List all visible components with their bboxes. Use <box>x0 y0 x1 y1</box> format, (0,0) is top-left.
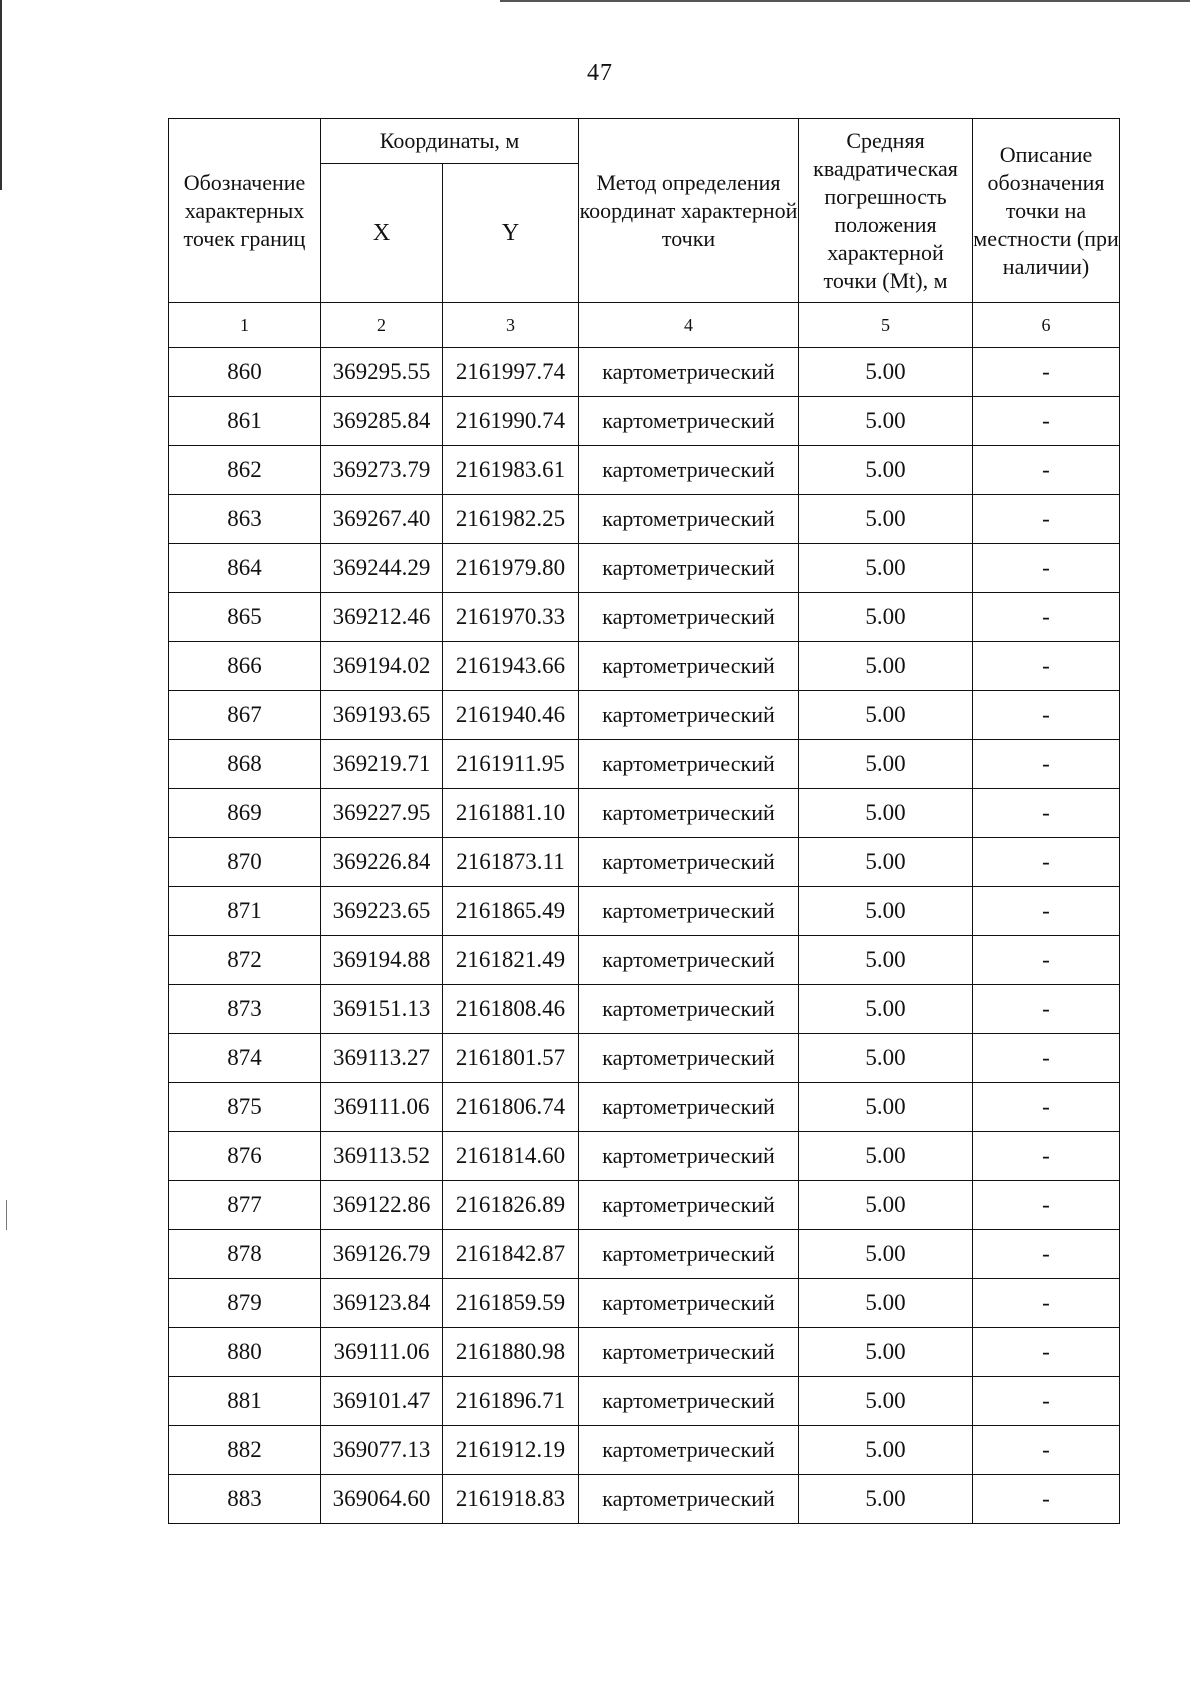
error-cell: 5.00 <box>799 1328 973 1377</box>
point-cell: 866 <box>169 642 321 691</box>
error-cell: 5.00 <box>799 789 973 838</box>
description-cell: - <box>973 1279 1120 1328</box>
description-cell: - <box>973 789 1120 838</box>
x-coordinate-cell: 369219.71 <box>321 740 443 789</box>
table-row <box>169 691 1120 740</box>
description-cell: - <box>973 1181 1120 1230</box>
error-cell: 5.00 <box>799 936 973 985</box>
y-coordinate-cell: 2161826.89 <box>443 1181 579 1230</box>
y-coordinate-cell: 2161881.10 <box>443 789 579 838</box>
error-cell: 5.00 <box>799 642 973 691</box>
description-cell: - <box>973 1328 1120 1377</box>
table-row <box>169 1475 1120 1524</box>
y-coordinate-cell: 2161990.74 <box>443 397 579 446</box>
method-cell: картометрический <box>579 1083 799 1132</box>
description-cell: - <box>973 1377 1120 1426</box>
x-coordinate-cell: 369273.79 <box>321 446 443 495</box>
point-cell: 876 <box>169 1132 321 1181</box>
table-row <box>169 1377 1120 1426</box>
table-header <box>169 119 1120 348</box>
description-cell: - <box>973 495 1120 544</box>
x-coordinate-cell: 369111.06 <box>321 1083 443 1132</box>
description-cell: - <box>973 397 1120 446</box>
column-number: 3 <box>443 303 579 348</box>
point-cell: 860 <box>169 348 321 397</box>
y-coordinate-cell: 2161982.25 <box>443 495 579 544</box>
point-cell: 865 <box>169 593 321 642</box>
method-cell: картометрический <box>579 1181 799 1230</box>
table-row <box>169 1279 1120 1328</box>
method-cell: картометрический <box>579 887 799 936</box>
description-cell: - <box>973 740 1120 789</box>
error-cell: 5.00 <box>799 740 973 789</box>
column-number: 6 <box>973 303 1120 348</box>
x-coordinate-cell: 369212.46 <box>321 593 443 642</box>
point-cell: 882 <box>169 1426 321 1475</box>
x-coordinate-cell: 369223.65 <box>321 887 443 936</box>
method-cell: картометрический <box>579 740 799 789</box>
page-number-container <box>0 60 1200 87</box>
x-coordinate-cell: 369151.13 <box>321 985 443 1034</box>
description-cell: - <box>973 691 1120 740</box>
method-cell: картометрический <box>579 495 799 544</box>
table-row <box>169 985 1120 1034</box>
error-cell: 5.00 <box>799 1083 973 1132</box>
scan-top-edge-line <box>500 0 1190 2</box>
x-coordinate-cell: 369101.47 <box>321 1377 443 1426</box>
y-coordinate-cell: 2161859.59 <box>443 1279 579 1328</box>
description-cell: - <box>973 544 1120 593</box>
error-cell: 5.00 <box>799 887 973 936</box>
x-coordinate-cell: 369285.84 <box>321 397 443 446</box>
y-coordinate-cell: 2161918.83 <box>443 1475 579 1524</box>
method-cell: картометрический <box>579 691 799 740</box>
x-coordinate-cell: 369113.27 <box>321 1034 443 1083</box>
x-coordinate-cell: 369194.02 <box>321 642 443 691</box>
point-cell: 875 <box>169 1083 321 1132</box>
y-coordinate-cell: 2161911.95 <box>443 740 579 789</box>
table-body <box>169 348 1120 1524</box>
y-coordinate-cell: 2161814.60 <box>443 1132 579 1181</box>
table-row <box>169 642 1120 691</box>
error-cell: 5.00 <box>799 1230 973 1279</box>
table-row <box>169 838 1120 887</box>
error-cell: 5.00 <box>799 1475 973 1524</box>
point-cell: 868 <box>169 740 321 789</box>
error-cell: 5.00 <box>799 985 973 1034</box>
header-point: Обозначение характерных точек границ <box>169 119 321 303</box>
y-coordinate-cell: 2161842.87 <box>443 1230 579 1279</box>
method-cell: картометрический <box>579 1034 799 1083</box>
header-coordinates: Координаты, м <box>321 119 579 164</box>
y-coordinate-cell: 2161821.49 <box>443 936 579 985</box>
header-description: Описание обозначения точки на местности (при наличии) <box>973 119 1120 303</box>
point-cell: 863 <box>169 495 321 544</box>
description-cell: - <box>973 446 1120 495</box>
method-cell: картометрический <box>579 1230 799 1279</box>
table-row <box>169 887 1120 936</box>
x-coordinate-cell: 369113.52 <box>321 1132 443 1181</box>
table-row <box>169 397 1120 446</box>
coordinates-table <box>168 118 1120 1524</box>
error-cell: 5.00 <box>799 1034 973 1083</box>
y-coordinate-cell: 2161873.11 <box>443 838 579 887</box>
error-cell: 5.00 <box>799 1377 973 1426</box>
point-cell: 867 <box>169 691 321 740</box>
description-cell: - <box>973 642 1120 691</box>
point-cell: 873 <box>169 985 321 1034</box>
method-cell: картометрический <box>579 593 799 642</box>
x-coordinate-cell: 369227.95 <box>321 789 443 838</box>
method-cell: картометрический <box>579 789 799 838</box>
description-cell: - <box>973 1083 1120 1132</box>
scan-left-edge-line <box>0 0 2 190</box>
point-cell: 871 <box>169 887 321 936</box>
y-coordinate-cell: 2161806.74 <box>443 1083 579 1132</box>
description-cell: - <box>973 1034 1120 1083</box>
error-cell: 5.00 <box>799 838 973 887</box>
y-coordinate-cell: 2161865.49 <box>443 887 579 936</box>
table-row <box>169 544 1120 593</box>
description-cell: - <box>973 1132 1120 1181</box>
y-coordinate-cell: 2161943.66 <box>443 642 579 691</box>
point-cell: 870 <box>169 838 321 887</box>
description-cell: - <box>973 348 1120 397</box>
y-coordinate-cell: 2161979.80 <box>443 544 579 593</box>
column-number: 4 <box>579 303 799 348</box>
method-cell: картометрический <box>579 1328 799 1377</box>
point-cell: 878 <box>169 1230 321 1279</box>
error-cell: 5.00 <box>799 446 973 495</box>
table-row <box>169 1230 1120 1279</box>
column-number: 1 <box>169 303 321 348</box>
point-cell: 862 <box>169 446 321 495</box>
header-error: Средняя квадратическая погрешность положения характерной точки (Mt), м <box>799 119 973 303</box>
column-numbers-row <box>169 303 1120 348</box>
method-cell: картометрический <box>579 1377 799 1426</box>
method-cell: картометрический <box>579 544 799 593</box>
table-row <box>169 1034 1120 1083</box>
description-cell: - <box>973 887 1120 936</box>
table-row <box>169 446 1120 495</box>
error-cell: 5.00 <box>799 593 973 642</box>
x-coordinate-cell: 369193.65 <box>321 691 443 740</box>
y-coordinate-cell: 2161912.19 <box>443 1426 579 1475</box>
y-coordinate-cell: 2161997.74 <box>443 348 579 397</box>
point-cell: 864 <box>169 544 321 593</box>
y-coordinate-cell: 2161896.71 <box>443 1377 579 1426</box>
error-cell: 5.00 <box>799 1132 973 1181</box>
x-coordinate-cell: 369267.40 <box>321 495 443 544</box>
table-row <box>169 740 1120 789</box>
x-coordinate-cell: 369064.60 <box>321 1475 443 1524</box>
error-cell: 5.00 <box>799 397 973 446</box>
method-cell: картометрический <box>579 985 799 1034</box>
header-x: X <box>321 164 443 303</box>
description-cell: - <box>973 1426 1120 1475</box>
x-coordinate-cell: 369077.13 <box>321 1426 443 1475</box>
point-cell: 861 <box>169 397 321 446</box>
x-coordinate-cell: 369226.84 <box>321 838 443 887</box>
header-y: Y <box>443 164 579 303</box>
y-coordinate-cell: 2161880.98 <box>443 1328 579 1377</box>
point-cell: 869 <box>169 789 321 838</box>
y-coordinate-cell: 2161808.46 <box>443 985 579 1034</box>
x-coordinate-cell: 369295.55 <box>321 348 443 397</box>
x-coordinate-cell: 369111.06 <box>321 1328 443 1377</box>
point-cell: 883 <box>169 1475 321 1524</box>
error-cell: 5.00 <box>799 1426 973 1475</box>
table-row <box>169 495 1120 544</box>
method-cell: картометрический <box>579 642 799 691</box>
table-row <box>169 1181 1120 1230</box>
description-cell: - <box>973 985 1120 1034</box>
description-cell: - <box>973 1475 1120 1524</box>
method-cell: картометрический <box>579 1475 799 1524</box>
point-cell: 872 <box>169 936 321 985</box>
point-cell: 881 <box>169 1377 321 1426</box>
x-coordinate-cell: 369126.79 <box>321 1230 443 1279</box>
x-coordinate-cell: 369123.84 <box>321 1279 443 1328</box>
point-cell: 879 <box>169 1279 321 1328</box>
table-row <box>169 1083 1120 1132</box>
column-number: 2 <box>321 303 443 348</box>
point-cell: 874 <box>169 1034 321 1083</box>
y-coordinate-cell: 2161801.57 <box>443 1034 579 1083</box>
method-cell: картометрический <box>579 1279 799 1328</box>
point-cell: 877 <box>169 1181 321 1230</box>
table-row <box>169 348 1120 397</box>
description-cell: - <box>973 936 1120 985</box>
x-coordinate-cell: 369244.29 <box>321 544 443 593</box>
error-cell: 5.00 <box>799 1279 973 1328</box>
table-row <box>169 936 1120 985</box>
method-cell: картометрический <box>579 446 799 495</box>
scan-left-edge-mark <box>6 1200 7 1230</box>
table-row <box>169 1132 1120 1181</box>
method-cell: картометрический <box>579 936 799 985</box>
x-coordinate-cell: 369194.88 <box>321 936 443 985</box>
table-row <box>169 1426 1120 1475</box>
description-cell: - <box>973 1230 1120 1279</box>
method-cell: картометрический <box>579 348 799 397</box>
y-coordinate-cell: 2161940.46 <box>443 691 579 740</box>
method-cell: картометрический <box>579 838 799 887</box>
table-row <box>169 789 1120 838</box>
description-cell: - <box>973 593 1120 642</box>
x-coordinate-cell: 369122.86 <box>321 1181 443 1230</box>
y-coordinate-cell: 2161983.61 <box>443 446 579 495</box>
page-number: 47 <box>587 60 613 86</box>
method-cell: картометрический <box>579 1426 799 1475</box>
description-cell: - <box>973 838 1120 887</box>
header-method: Метод определения координат характерной точки <box>579 119 799 303</box>
error-cell: 5.00 <box>799 495 973 544</box>
point-cell: 880 <box>169 1328 321 1377</box>
error-cell: 5.00 <box>799 1181 973 1230</box>
error-cell: 5.00 <box>799 348 973 397</box>
error-cell: 5.00 <box>799 691 973 740</box>
y-coordinate-cell: 2161970.33 <box>443 593 579 642</box>
method-cell: картометрический <box>579 397 799 446</box>
table-row <box>169 1328 1120 1377</box>
column-number: 5 <box>799 303 973 348</box>
method-cell: картометрический <box>579 1132 799 1181</box>
error-cell: 5.00 <box>799 544 973 593</box>
table-row <box>169 593 1120 642</box>
